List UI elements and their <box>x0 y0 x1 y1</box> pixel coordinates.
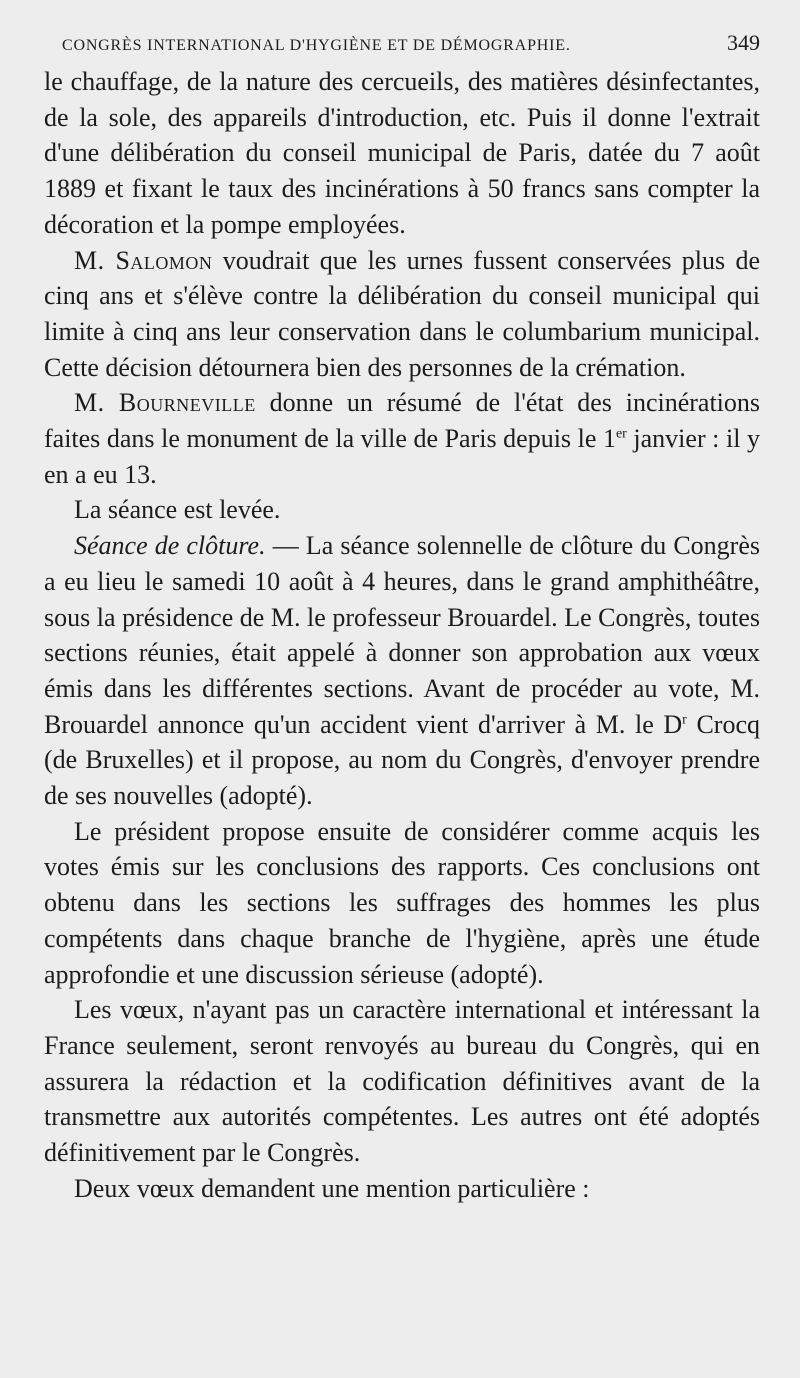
speaker-name: M. Salomon <box>74 245 213 275</box>
paragraph-text: Deux vœux demandent une mention particulière : <box>74 1173 590 1203</box>
paragraph-text: janvier : il y en a eu 13. <box>44 424 760 489</box>
paragraph <box>44 385 760 492</box>
paragraph-text: Crocq (de Bruxelles) et il propose, au nom du Congrès, d'envoyer prendre de ses nouvelles (adopté). <box>44 709 760 811</box>
superscript: r <box>682 712 687 727</box>
superscript: er <box>615 426 627 442</box>
paragraph <box>44 992 760 1171</box>
running-title: CONGRÈS INTERNATIONAL D'HYGIÈNE ET DE DÉMOGRAPHIE. <box>62 37 571 54</box>
paragraph-text: — La séance solennelle de clôture du Congrès a eu lieu le samedi 10 août à 4 heures, dans le grand amphithéâtre, sous la présidence de M. le professeur Brouardel. Le Congrès, toutes sections réunies, était appelé à donner son approbation aux vœux émis dans les différentes sections. Avant de procéder au vote, M. Brouardel annonce qu'un accident vient d'arriver à M. le D <box>44 531 760 739</box>
page-number: 349 <box>727 30 760 55</box>
paragraph <box>44 528 760 814</box>
speaker-name: M. Bourneville <box>74 388 256 418</box>
paragraph <box>44 492 760 528</box>
section-heading: Séance de clôture. <box>74 531 266 561</box>
paragraph-text: La séance est levée. <box>74 495 281 525</box>
paragraph-text: donne un résumé de l'état des incinérations faites dans le monument de la ville de Paris depuis le 1 <box>44 388 761 454</box>
paragraph <box>44 243 760 386</box>
paragraph-text: Les vœux, n'ayant pas un caractère international et intéressant la France seulement, seront renvoyés au bureau du Congrès, qui en assurera la rédaction et la codification définitives avant de la transmettre aux autorités compétentes. Les autres ont été adoptés définitivement par le Congrès. <box>44 995 760 1168</box>
paragraph-text: voudrait que les urnes fussent conservées plus de cinq ans et s'élève contre la délibération du conseil municipal qui limite à cinq ans leur conservation dans le columbarium municipal. Cette décision détournera bien des personnes de la crémation. <box>44 245 760 382</box>
paragraph-text: le chauffage, de la nature des cercueils, des matières désinfectantes, de la sole, des appareils d'introduction, etc. Puis il donne l'extrait d'une délibération du conseil municipal de Paris, datée du 7 août 1889 et fixant le taux des incinérations à 50 francs sans compter la décoration et la pompe employées. <box>44 67 760 239</box>
running-head <box>44 30 760 60</box>
paragraph <box>44 814 760 993</box>
paragraph <box>44 64 760 243</box>
body-text <box>44 64 760 1207</box>
paragraph-text: Le président propose ensuite de considérer comme acquis les votes émis sur les conclusions des rapports. Ces conclusions ont obtenu dans les sections les suffrages des hommes les plus compétents dans chaque branche de l'hygiène, après une étude approfondie et une discussion sérieuse (adopté). <box>44 816 760 989</box>
paragraph <box>44 1171 760 1207</box>
